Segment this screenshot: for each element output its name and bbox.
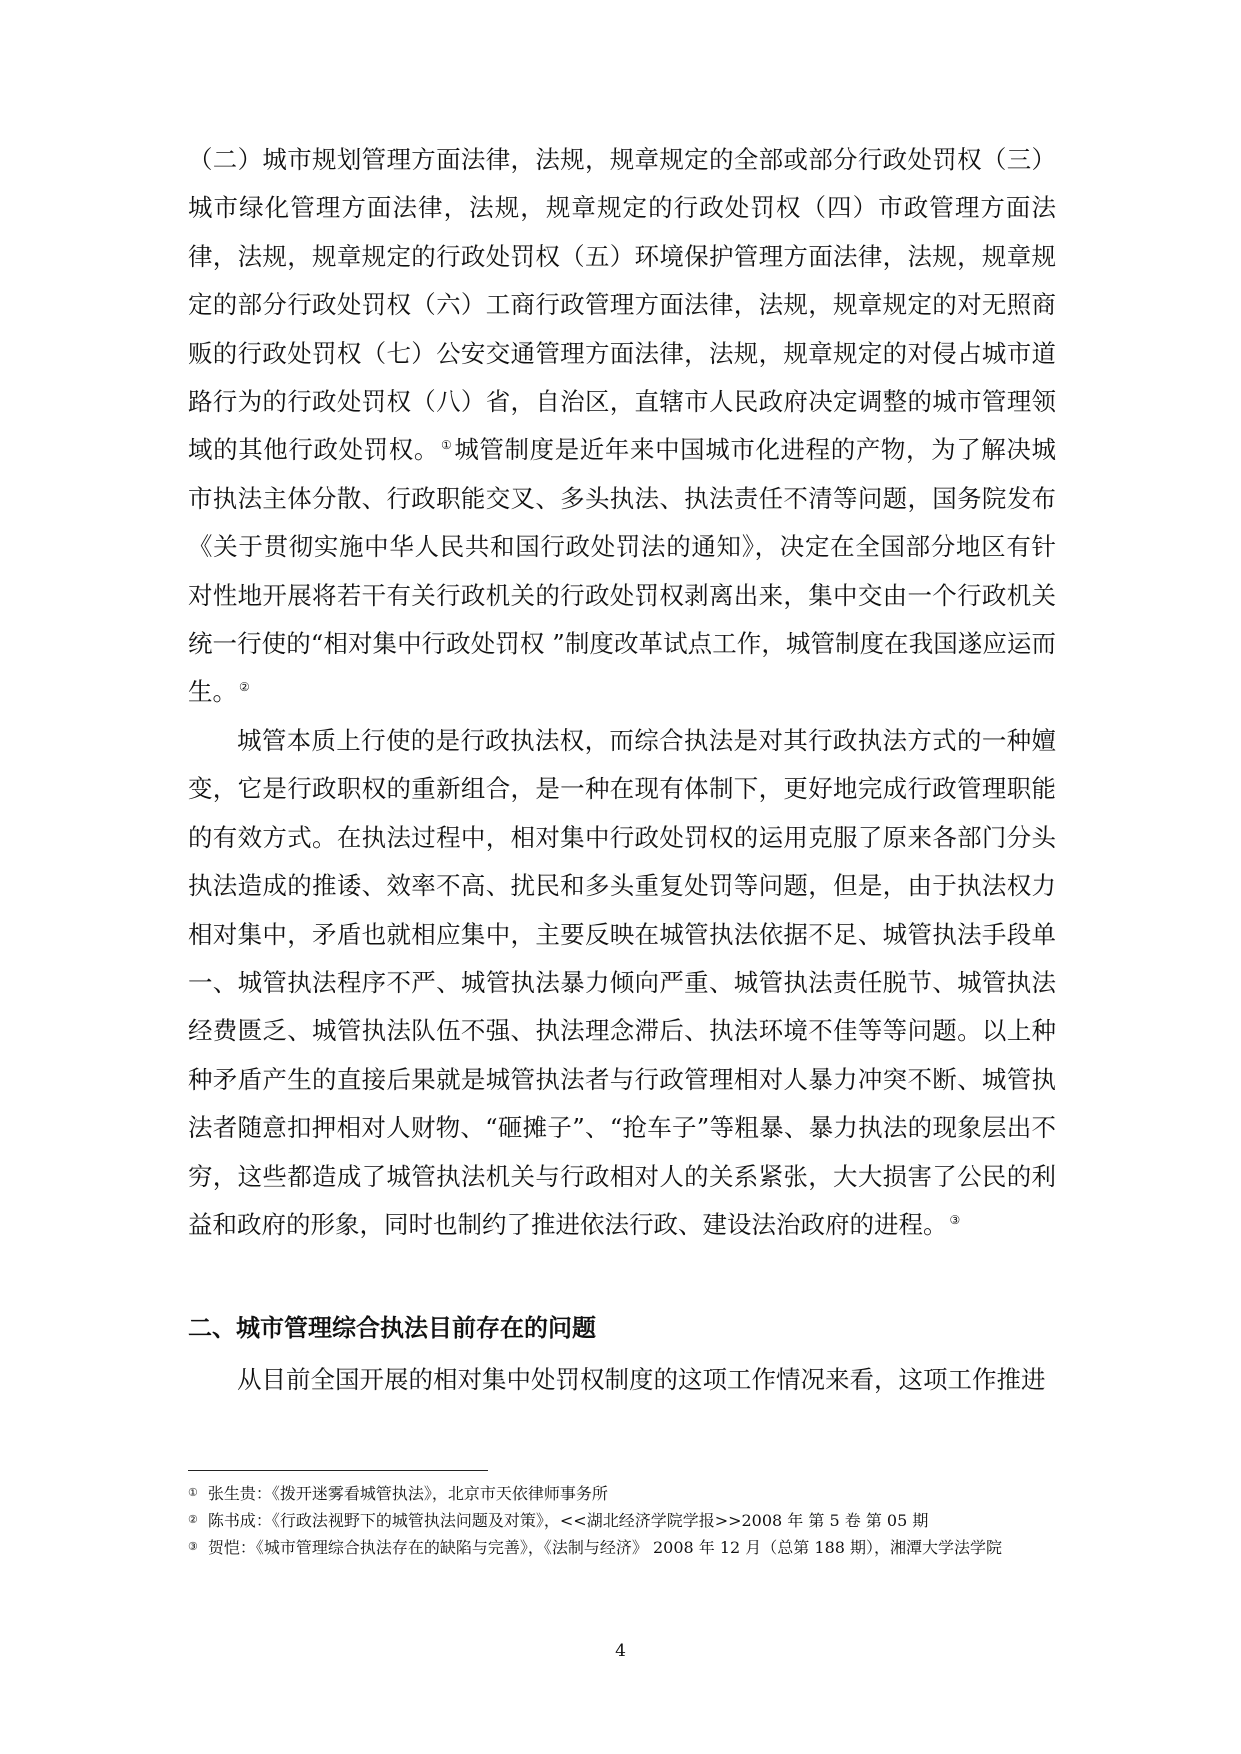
footnote-1-mark: ① [188,1486,198,1499]
paragraph-3: 从目前全国开展的相对集中处罚权制度的这项工作情况来看，这项工作推进 [237,1365,1046,1394]
paragraph-2-text: 城管本质上行使的是行政执法权，而综合执法是对其行政执法方式的一种嬗变，它是行政职权的重新组合，是一种在现有体制下，更好地完成行政管理职能的有效方式。在执法过程中，相对集中行政处罚权的运用克服了原来各部门分头执法造成的推诿、效率不高、扰民和多头重复处罚等问题，但是，由于执法权力相对集中，矛盾也就相应集中，主要反映在城管执法依据不足、城管执法手段单一、城管执法程序不严、城管执法暴力倾向严重、城管执法责任脱节、城管执法经费匮乏、城管执法队伍不强、执法理念滞后、执法环境不佳等等问题。以上种种矛盾产生的直接后果就是城管执法者与行政管理相对人暴力冲突不断、城管执法者随意扣押相对人财物、“砸摊子”、“抢车子”等粗暴、暴力执法的现象层出不穷，这些都造成了城管执法机关与行政相对人的关系紧张，大大损害了公民的利益和政府的形象，同时也制约了推进依法行政、建设法治政府的进程。 [188,725,1056,1239]
footnote-ref-2[interactable]: ② [239,680,250,695]
paragraph-1-text-b: 城管制度是近年来中国城市化进程的产物，为了解决城市执法主体分散、行政职能交叉、多头执法、执法责任不清等问题，国务院发布《关于贯彻实施中华人民共和国行政处罚法的通知》，决定在全国部分地区有针对性地开展将若干有关行政机关的行政处罚权剥离出来，集中交由一个行政机关统一行使的“相对集中行政处罚权 ”制度改革试点工作，城管制度在我国遂应运而生。 [188,435,1056,707]
footnote-divider [188,1470,488,1471]
footnotes [188,1480,1056,1561]
footnote-3-mark: ③ [188,1540,198,1553]
body-text [188,136,1056,1249]
section-heading: 二、城市管理综合执法目前存在的问题 [188,1314,596,1342]
footnote-1 [188,1480,1056,1507]
footnote-1-text: 张生贵：《拨开迷雾看城管执法》，北京市天依律师事务所 [207,1484,608,1503]
page-number: 4 [615,1641,626,1661]
footnote-3 [188,1534,1056,1561]
paragraph-1-text-a: （二）城市规划管理方面法律，法规，规章规定的全部或部分行政处罚权（三）城市绿化管理方面法律，法规，规章规定的行政处罚权（四）市政管理方面法律，法规，规章规定的行政处罚权（五）环境保护管理方面法律，法规，规章规定的部分行政处罚权（六）工商行政管理方面法律，法规，规章规定的对无照商贩的行政处罚权（七）公安交通管理方面法律，法规，规章规定的对侵占城市道路行为的行政处罚权（八）省，自治区，直辖市人民政府决定调整的城市管理领域的其他行政处罚权。 [188,145,1056,465]
footnote-2 [188,1507,1056,1534]
footnote-2-mark: ② [188,1513,198,1526]
paragraph-2 [188,717,1056,1249]
paragraph-1 [188,136,1056,717]
footnote-ref-1[interactable]: ① [440,438,453,453]
footnote-ref-3[interactable]: ③ [949,1212,961,1227]
footnote-2-text: 陈书成：《行政法视野下的城管执法问题及对策》，<<湖北经济学院学报>>2008 年 第 5 卷 第 05 期 [207,1511,929,1530]
footnote-3-text: 贺恺：《城市管理综合执法存在的缺陷与完善》，《法制与经济》 2008 年 12 月（总第 188 期），湘潭大学法学院 [207,1538,1003,1557]
